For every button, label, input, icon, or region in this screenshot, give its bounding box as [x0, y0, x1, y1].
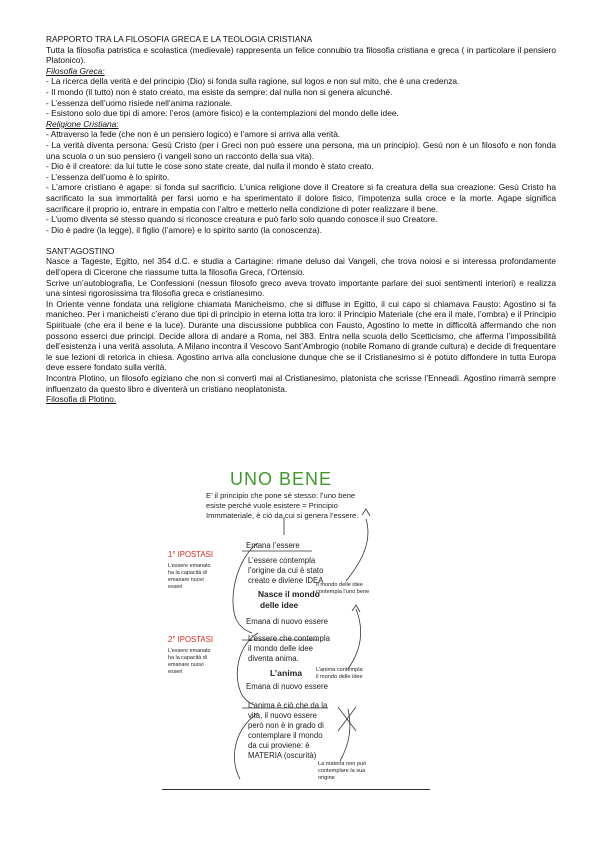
anima-text-line: vita, il nuovo essere: [248, 711, 317, 720]
nasce-mondo-line: delle idee: [260, 600, 299, 610]
ipostasi-2-note-line: emanare nuovi: [168, 662, 204, 668]
essere-contempla-2-line: diventa anima.: [248, 654, 299, 663]
ipostasi-1-note-line: ha la capacità di: [168, 570, 207, 576]
essere-contempla-line: l’origine da cui è stato: [248, 566, 324, 575]
bottom-divider: [162, 789, 430, 790]
augustine-paragraph: Scrive un’autobiografia, Le Confessioni (nessun filosofo greco aveva trovato importante parlare dei suoi sentimenti interiori) e realizza una sintesi rigorosissima tra filosofia greca e cristianesimo.: [46, 277, 556, 299]
augustine-paragraph: In Oriente venne fondata una religione chiamata Manicheismo, che si diffuse in Egitto, il cui capo si chiamava Fausto: Agostino si fa manicheo. Per i manicheisti c’erano due tipi di principio in eterna lotta tra loro: il Principio Materiale (che era il male, l’ombra) e il Principio Spirituale (che era il bene e la luce). Durante una discussione pubblica con Fausto, Agostino lo mette in difficoltà affermando che non possono esserci due principi. Decide allora di andare a Roma, nel 383. Entra nella scuola dello Scetticismo, che afferma l’impossibilità dell’esistenza i una verità assoluta. A Milano incontra il Vescovo Sant’Ambrogio (nobile Romano di grande cultura) e decide di frequentare le sue lezioni di retorica in chiesa. Agostino arriva alla conclusione dunque che se il Cristianesimo si è potuto diffondere in tutta Europa deve essere fondato sulla verità.: [46, 298, 556, 373]
ipostasi-1-label: 1° IPOSTASI: [168, 550, 214, 559]
diagram-title: UNO BENE: [230, 469, 333, 489]
diagram-top-line: E’ il principio che pone sé stesso: l’uno bene: [206, 491, 356, 500]
augustine-paragraph: Nasce a Tageste, Egitto, nel 354 d.C. e studia a Cartagine: rimane deluso dai Vangeli, che trova noiosi e si interessa profondamente dell’opera di Cicerone che riassume tutta la filosofia Greca, l’Ortensio.: [46, 256, 556, 278]
greek-item: - La ricerca della verità e del principio (Dio) si fonda sulla ragione, sul logos e non sul mito, che è una credenza.: [46, 76, 460, 87]
right-note-2-line: L’anima contempla: [316, 667, 363, 673]
essere-contempla-line: L’essere contempla: [248, 556, 316, 565]
anima-label: L’anima: [270, 668, 302, 678]
christian-item: - Attraverso la fede (che non è un pensiero logico) e l’amore si arriva alla verità.: [46, 129, 341, 140]
christian-item: - Dio è padre (la legge), il figlio (l’amore) e lo spirito santo (la conoscenza).: [46, 224, 323, 235]
ipostasi-2-note-line: L’essere emanato: [168, 648, 211, 654]
diagram-top-line: Immmateriale, è ciò da cui si genera l’essere.: [206, 511, 359, 520]
right-note-2-line: il mondo delle idee: [316, 674, 363, 680]
christian-item: - La verità diventa persona: Gesù Cristo (per i Greci non può essere una persona, ma un principio). Gesù non è un filosofo e non fonda una scuola o un suo pensiero (i vangeli sono un racconto della sua vita).: [46, 139, 556, 161]
emana-essere-label: Emana l’essere: [246, 541, 300, 550]
augustine-paragraph: Incontra Plotino, un filosofo egiziano che non si convertì mai al Cristianesimo, platonista che scrisse l’Enneadi. Agostino rimarrà sempre influenzato da questo libro e diventerà un cristiano neoplatonista.: [46, 373, 556, 394]
right-note-3-line: origine: [318, 775, 335, 781]
christian-item: - L’essenza dell’uomo è lo spirito.: [46, 171, 170, 182]
emana-nuovo-label: Emana di nuovo essere: [246, 682, 328, 691]
anima-text-line: contemplare il mondo: [248, 731, 323, 740]
augustine-heading: SANT’AGOSTINO: [46, 245, 115, 256]
document-title: RAPPORTO TRA LA FILOSOFIA GRECA E LA TEOLOGIA CRISTIANA: [46, 34, 313, 44]
emana-nuovo-label: Emana di nuovo essere: [246, 617, 328, 626]
anima-text-line: L’anima è ciò che da la: [248, 701, 328, 710]
anima-text-line: MATERIA (oscurità): [248, 751, 317, 760]
spacer: [46, 235, 556, 246]
greek-item: - L’essenza dell’uomo risiede nell’anima razionale.: [46, 97, 233, 108]
intro-paragraph: Tutta la filosofia patristica e scolastica (medievale) rappresenta un felice connubio tra filosofia cristiana e greca ( in particolare il pensiero Platonico).: [46, 44, 556, 66]
anima-text-line: però non è in grado di: [248, 721, 324, 730]
ipostasi-1-note-line: emanare nuovi: [168, 577, 204, 583]
greek-item: - Il mondo (il tutto) non è stato creato, ma esiste da sempre: dal nulla non si genera alcunché.: [46, 86, 393, 97]
christian-item: - L’amore cristiano è agape: si fonda sul sacrificio. L’unica religione dove il Creatore si fa creatura della sua creazione: Gesù Cristo ha sacrificato la sua immortalità per farsi uomo e ha sperimentato il dolore fisico, l’impotenza sulla croce e la morte. Agape significa sacrificare il proprio io, entrare in empatia con l’altro e metterlo nella condizione di poter realizzare il bene.: [46, 182, 556, 214]
christian-heading: Religione Cristiana:: [46, 118, 119, 129]
essere-contempla-2-line: L’essere che contempla: [248, 634, 330, 643]
christian-item: - L’uomo diventa sé stesso quando si riconosce creatura e può farlo solo quando conosce il suo Creatore.: [46, 214, 438, 225]
ipostasi-2-note-line: esseri: [168, 669, 183, 675]
anima-text-line: da cui proviene: è: [248, 741, 310, 750]
right-note-1-line: Il mondo delle idee: [316, 582, 363, 588]
plotinus-heading: Filosofia di Plotino.: [46, 394, 117, 405]
christian-item: - Dio è il creatore: da lui tutte le cose sono state create, dal nulla il mondo è stato creato.: [46, 161, 374, 172]
greek-heading: Filosofia Greca:: [46, 65, 105, 76]
ipostasi-2-note-line: ha la capacità di: [168, 655, 207, 661]
plotinus-diagram: [166, 469, 386, 787]
document-body: [46, 34, 556, 405]
diagram-top-line: esiste perché vuole esistere = Principio: [206, 501, 338, 510]
ipostasi-2-label: 2° IPOSTASI: [168, 635, 214, 644]
greek-item: - Esistono solo due tipi di amore: l’eros (amore fisico) e la contemplazioni del mondo delle idee.: [46, 108, 399, 119]
ipostasi-1-note-line: esseri: [168, 584, 183, 590]
right-note-1-line: contempla l’uno bene: [316, 589, 370, 595]
nasce-mondo-line: Nasce il mondo: [258, 589, 320, 599]
essere-contempla-line: creato e diviene IDEA: [248, 576, 324, 585]
right-note-3-line: La materia non può: [318, 761, 367, 767]
essere-contempla-2-line: il mondo delle idee: [248, 644, 314, 653]
ipostasi-1-note-line: L’essere emanato: [168, 563, 211, 569]
right-note-3-line: contemplare la sua: [318, 768, 366, 774]
